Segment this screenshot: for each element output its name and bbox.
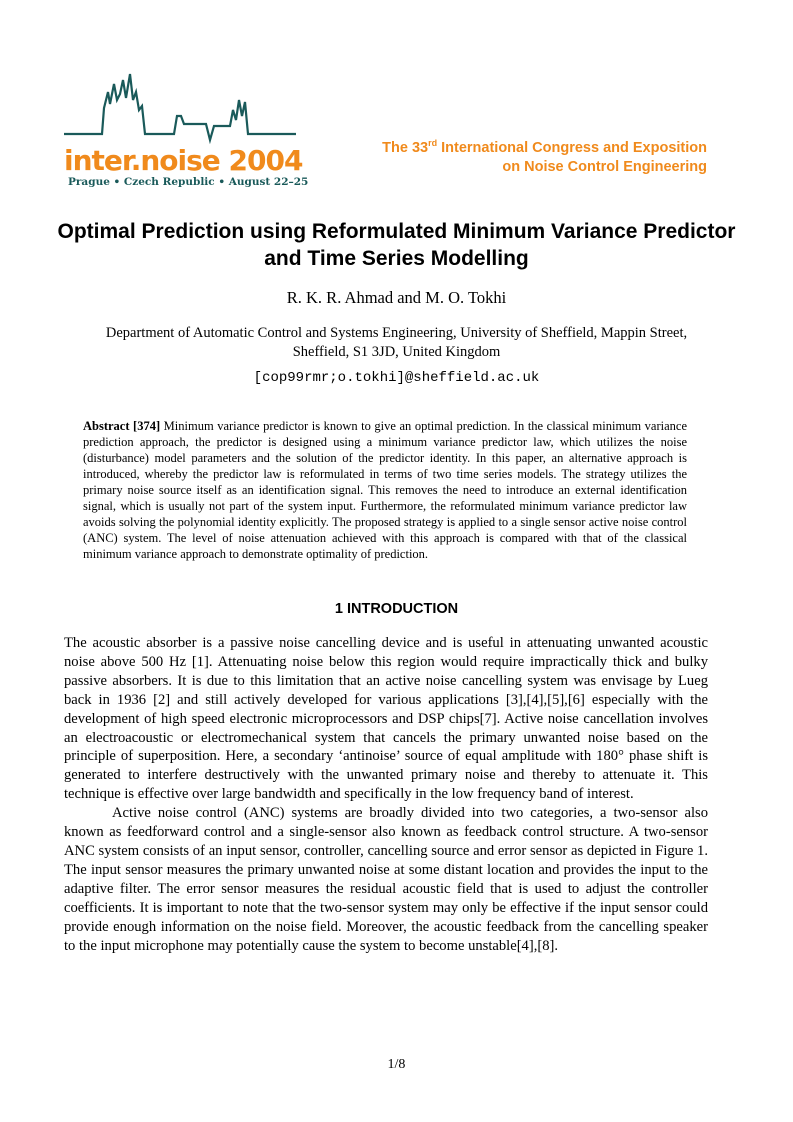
- paper-title: Optimal Prediction using Reformulated Minimum Variance Predictor and Time Series Modelling: [57, 220, 736, 270]
- abstract-text: Minimum variance predictor is known to give an optimal prediction. In the classical minimum variance prediction approach, the predictor is designed using a minimum variance predictor law, which utilizes the noise (disturbance) model parameters and the solution of the predictor identity. In this paper, an alternative approach is introduced, whereby the predictor law is reformulated in terms of two time series models. The strategy utilizes the primary noise source itself as an identification signal. This removes the need to introduce an external identification signal, which is usually not part of the system input. Furthermore, the reformulated minimum variance predictor law avoids solving the polynomial identity explicitly. The proposed strategy is applied to a single sensor active noise control (ANC) system. The level of noise attenuation achieved with this approach is compared with that of the classical minimum variance approach to demonstrate optimality of prediction.: [83, 419, 687, 561]
- paragraph: Active noise control (ANC) systems are broadly divided into two categories, a two-sensor also known as feedforward control and a single-sensor also known as feedback control structure. A two-sensor ANC system consists of an input sensor, controller, cancelling source and error sensor as depicted in Figure 1. The input sensor measures the primary unwanted noise at some distant location and provides the input to the adaptive filter. The error sensor measures the residual acoustic field that is used to adjust the controller coefficients. It is important to note that the two-sensor system may only be effective if the input sensor could provide enough information on the noise field. Moreover, the acoustic feedback from the cancelling speaker to the input microphone may potentially cause the system to become unstable[4],[8].: [64, 805, 708, 954]
- conference-line-2: on Noise Control Engineering: [502, 159, 707, 175]
- section-heading: 1 INTRODUCTION: [334, 601, 459, 617]
- page-number: 1/8: [387, 1057, 406, 1072]
- paragraph: The acoustic absorber is a passive noise cancelling device and is useful in attenuating unwanted acoustic noise above 500 Hz [1]. Attenuating noise below this region would require impractically thick and bulky passive absorbers. It is due to this limitation that an active noise cancelling system was envisage by Lueg back in 1936 [2] and still actively developed for various applications [3],[4],[5],[6] especially with the development of high speed electronic microprocessors and DSP chips[7]. Active noise cancellation involves an electroacoustic or electromechanical system that cancels the primary unwanted noise based on the principle of superposition. Here, a secondary ‘antinoise’ source of equal amplitude with 180° phase shift is generated to interfere destructively with the unwanted primary noise and thereby to attenuate it. This technique is effective over large bandwidth and specifically in the low frequency band of interest.: [64, 635, 708, 803]
- conference-title: [382, 139, 707, 177]
- logo-wordmark: inter.noise 2004: [64, 144, 303, 177]
- logo-tagline: Prague • Czech Republic • August 22–25: [68, 176, 309, 188]
- conference-line-1: The 33rd International Congress and Exposition: [382, 138, 707, 156]
- prague-skyline-icon: [64, 70, 296, 144]
- ordinal-suffix: rd: [428, 138, 438, 148]
- abstract: [83, 418, 687, 562]
- paper-authors: R. K. R. Ahmad and M. O. Tokhi: [286, 288, 507, 307]
- author-email: [cop99rmr;o.tokhi]@sheffield.ac.uk: [253, 370, 540, 386]
- abstract-label: Abstract [374]: [83, 419, 161, 433]
- conference-logo: [64, 70, 309, 194]
- author-affiliation: Department of Automatic Control and Systems Engineering, University of Sheffield, Mappin Street, Sheffield, S1 3JD, United Kingdom: [105, 325, 688, 360]
- body-text: [64, 634, 708, 955]
